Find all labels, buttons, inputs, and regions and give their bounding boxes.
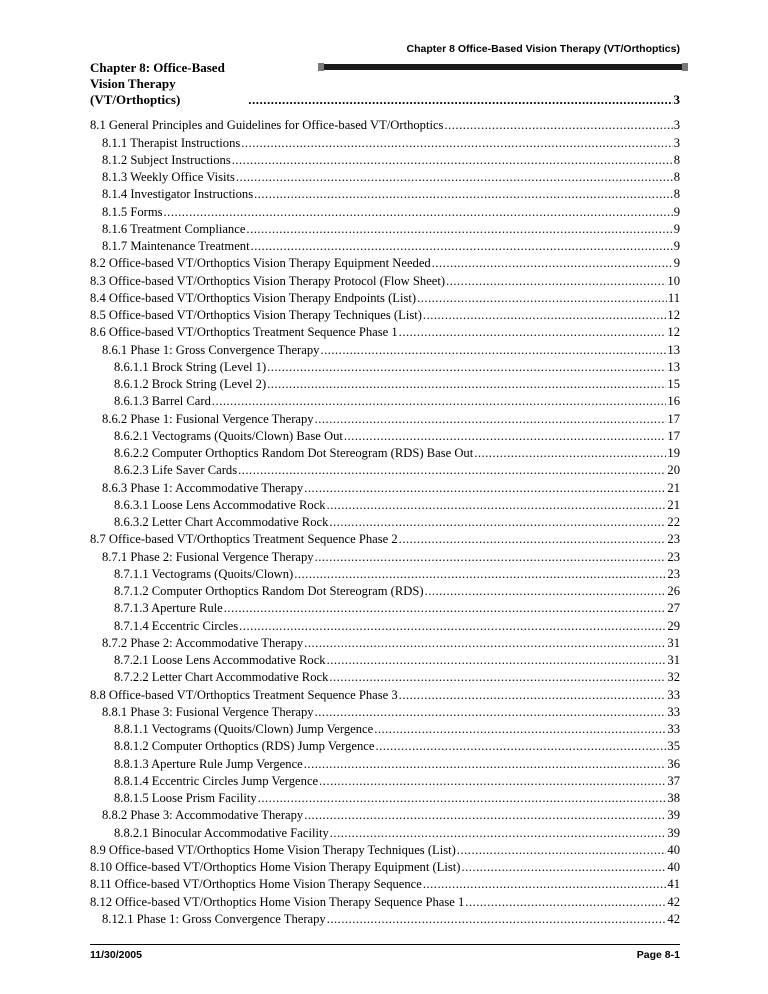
toc-leader-dots xyxy=(423,308,666,323)
toc-entry-page: 42 xyxy=(667,894,680,909)
toc-entry[interactable] xyxy=(90,202,680,219)
toc-leader-dots xyxy=(329,515,666,530)
toc-entry-text: 8.8.1.5 Loose Prism Facility xyxy=(114,791,257,805)
toc-entry[interactable] xyxy=(90,651,680,668)
toc-entry-text: 8.1.4 Investigator Instructions xyxy=(102,187,254,202)
toc-entry-page: 40 xyxy=(667,860,680,874)
toc-entry[interactable] xyxy=(90,789,680,806)
toc-entry[interactable] xyxy=(90,409,680,426)
toc-entry-page: 21 xyxy=(667,480,680,495)
toc-leader-dots xyxy=(294,567,666,582)
toc-entry-text: 8.7.1.3 Aperture Rule xyxy=(114,601,223,616)
toc-leader-dots xyxy=(375,739,666,754)
toc-entry-page: 9 xyxy=(673,204,680,219)
toc-entry-page: 33 xyxy=(667,722,680,736)
toc-entry-text: 8.1.7 Maintenance Treatment xyxy=(102,239,250,253)
toc-leader-dots xyxy=(304,808,666,823)
toc-entry-page: 8 xyxy=(673,170,680,184)
toc-chapter-title-text: Chapter 8: Office-Based Vision Therapy (VT/Orthoptics) xyxy=(90,60,225,107)
toc-entries xyxy=(90,116,680,927)
toc-entry-text: 8.8.1.4 Eccentric Circles Jump Vergence xyxy=(114,773,319,788)
toc-entry-text: 8.7.1 Phase 2: Fusional Vergence Therapy xyxy=(102,549,314,564)
toc-entry-page: 27 xyxy=(667,601,680,616)
toc-entry-page: 22 xyxy=(667,515,680,529)
page-footer xyxy=(90,944,680,961)
toc-entry-text: 8.10 Office-based VT/Orthoptics Home Vision Therapy Equipment (List) xyxy=(90,860,461,874)
toc-entry-text: 8.6.1.3 Barrel Card xyxy=(114,394,211,409)
toc-entry-text: 8.7.2.2 Letter Chart Accommodative Rock xyxy=(114,670,329,685)
toc-leader-dots xyxy=(304,481,666,496)
toc-entry-text: 8.2 Office-based VT/Orthoptics Vision Therapy Equipment Needed xyxy=(90,256,431,271)
toc-entry-page: 8 xyxy=(673,187,680,202)
toc-entry[interactable] xyxy=(90,910,680,927)
toc-entry-page: 10 xyxy=(667,273,680,288)
toc-entry[interactable] xyxy=(90,358,680,375)
toc-leader-dots xyxy=(164,205,673,220)
toc-entry-page: 8 xyxy=(673,152,680,167)
toc-leader-dots xyxy=(399,688,667,703)
toc-entry-text: 8.6.3.1 Loose Lens Accommodative Rock xyxy=(114,497,326,512)
toc-entry-text: 8.12 Office-based VT/Orthoptics Home Vision Therapy Sequence Phase 1 xyxy=(90,894,465,909)
toc-leader-dots xyxy=(399,325,667,340)
toc-entry-page: 31 xyxy=(667,635,680,650)
toc-entry-text: 8.8.2 Phase 3: Accommodative Therapy xyxy=(102,808,304,823)
toc-entry-text: 8.8.1.2 Computer Orthoptics (RDS) Jump Vergence xyxy=(114,739,375,754)
toc-leader-dots xyxy=(236,170,673,185)
toc-leader-dots xyxy=(232,153,673,168)
toc-entry-text: 8.9 Office-based VT/Orthoptics Home Vision Therapy Techniques (List) xyxy=(90,842,456,857)
toc-entry-text: 8.11 Office-based VT/Orthoptics Home Vision Therapy Sequence xyxy=(90,877,422,892)
toc-entry-text: 8.6.2.3 Life Saver Cards xyxy=(114,463,238,478)
toc-leader-dots xyxy=(246,222,672,237)
toc-entry-page: 26 xyxy=(667,584,680,598)
toc-entry[interactable] xyxy=(90,151,680,168)
toc-entry[interactable] xyxy=(90,806,680,823)
toc-entry-text: 8.7.2.1 Loose Lens Accommodative Rock xyxy=(114,653,326,667)
toc-entry-page: 32 xyxy=(667,670,680,685)
toc-entry-text: 8.7.1.4 Eccentric Circles xyxy=(114,618,239,633)
toc-leader-dots xyxy=(327,912,667,927)
toc-entry[interactable] xyxy=(90,237,680,254)
toc-entry-page: 12 xyxy=(667,308,680,322)
toc-leader-dots xyxy=(319,774,666,789)
toc-entry-text: 8.6.1.1 Brock String (Level 1) xyxy=(114,359,267,374)
toc-entry-text: 8.8.1.1 Vectograms (Quoits/Clown) Jump Vergence xyxy=(114,722,374,736)
toc-entry[interactable] xyxy=(90,444,680,461)
toc-entry-page: 3 xyxy=(673,118,680,133)
toc-entry[interactable] xyxy=(90,547,680,564)
toc-entry-text: 8.1.6 Treatment Compliance xyxy=(102,221,246,236)
toc-entry-page: 16 xyxy=(667,394,680,409)
toc-leader-dots xyxy=(241,136,672,151)
toc-entry[interactable] xyxy=(90,461,680,478)
toc-entry-page: 36 xyxy=(667,756,680,771)
toc-entry[interactable] xyxy=(90,271,680,288)
toc-entry-text: 8.6.2.2 Computer Orthoptics Random Dot Stereogram (RDS) Base Out xyxy=(114,446,474,460)
toc-entry-page: 9 xyxy=(673,256,680,271)
toc-leader-dots xyxy=(304,757,667,772)
toc-entry[interactable] xyxy=(90,565,680,582)
toc-entry[interactable] xyxy=(90,858,680,875)
toc-entry-text: 8.6.1.2 Brock String (Level 2) xyxy=(114,377,267,391)
toc-leader-dots xyxy=(258,791,667,806)
footer-page-number: Page 8-1 xyxy=(636,949,680,961)
toc-leader-dots xyxy=(432,256,673,271)
toc-entry[interactable] xyxy=(90,133,680,150)
toc-entry[interactable] xyxy=(90,323,680,340)
toc-entry-text: 8.1 General Principles and Guidelines for Office-based VT/Orthoptics xyxy=(90,118,444,133)
toc-entry[interactable] xyxy=(90,841,680,858)
toc-entry[interactable] xyxy=(90,116,680,133)
toc-leader-dots xyxy=(474,446,666,461)
toc-entry-page: 17 xyxy=(667,428,680,443)
toc-entry-page: 33 xyxy=(667,687,680,702)
toc-entry[interactable] xyxy=(90,375,680,392)
toc-entry-text: 8.1.3 Weekly Office Visits xyxy=(102,170,235,184)
toc-entry-page: 40 xyxy=(667,842,680,857)
toc-entry[interactable] xyxy=(90,496,680,513)
toc-entry-page: 23 xyxy=(667,549,680,564)
toc-leader-dots xyxy=(248,92,672,108)
toc-leader-dots xyxy=(238,463,666,478)
toc-entry-text: 8.1.2 Subject Instructions xyxy=(102,152,231,167)
toc-leader-dots xyxy=(327,653,667,668)
toc-leader-dots xyxy=(444,118,672,133)
toc-leader-dots xyxy=(304,636,666,651)
toc-entry-page: 39 xyxy=(667,825,680,840)
toc-leader-dots xyxy=(315,550,667,565)
toc-leader-dots xyxy=(267,377,666,392)
toc-entry-page: 13 xyxy=(667,359,680,374)
toc-entry[interactable] xyxy=(90,427,680,444)
toc-entry[interactable] xyxy=(90,340,680,357)
toc-leader-dots xyxy=(251,239,673,254)
toc-entry[interactable] xyxy=(90,737,680,754)
toc-entry-page: 31 xyxy=(667,653,680,667)
toc-leader-dots xyxy=(267,360,666,375)
toc-entry-page: 15 xyxy=(667,377,680,391)
toc-entry-text: 8.12.1 Phase 1: Gross Convergence Therapy xyxy=(102,911,326,926)
toc-chapter-title-page: 3 xyxy=(673,92,680,107)
toc-entry-text: 8.6.2 Phase 1: Fusional Vergence Therapy xyxy=(102,411,314,426)
toc-entry-page: 11 xyxy=(667,290,680,305)
toc-entry-text: 8.5 Office-based VT/Orthoptics Vision Therapy Techniques (List) xyxy=(90,308,422,322)
toc-entry-text: 8.8 Office-based VT/Orthoptics Treatment Sequence Phase 3 xyxy=(90,687,398,702)
toc-entry[interactable] xyxy=(90,392,680,409)
toc-leader-dots xyxy=(327,498,667,513)
toc-leader-dots xyxy=(315,705,667,720)
toc-entry[interactable] xyxy=(90,478,680,495)
toc-leader-dots xyxy=(446,274,666,289)
toc-entry-text: 8.6.3.2 Letter Chart Accommodative Rock xyxy=(114,515,329,529)
toc-entry[interactable] xyxy=(90,720,680,737)
toc-leader-dots xyxy=(329,670,666,685)
toc-leader-dots xyxy=(254,187,673,202)
toc-entry[interactable] xyxy=(90,582,680,599)
toc-entry-page: 23 xyxy=(667,532,680,547)
toc-entry-page: 20 xyxy=(667,463,680,478)
toc-entry-page: 41 xyxy=(667,877,680,892)
toc-leader-dots xyxy=(212,394,667,409)
toc-leader-dots xyxy=(315,412,667,427)
toc-entry-page: 13 xyxy=(667,342,680,357)
toc-entry-text: 8.3 Office-based VT/Orthoptics Vision Therapy Protocol (Flow Sheet) xyxy=(90,273,446,288)
toc-entry[interactable] xyxy=(90,823,680,840)
toc-leader-dots xyxy=(465,895,666,910)
toc-leader-dots xyxy=(374,722,666,737)
toc-entry-text: 8.8.1.3 Aperture Rule Jump Vergence xyxy=(114,756,303,771)
toc-entry-page: 9 xyxy=(673,239,680,253)
toc-leader-dots xyxy=(461,860,666,875)
toc-entry[interactable] xyxy=(90,513,680,530)
toc-entry-text: 8.7.2 Phase 2: Accommodative Therapy xyxy=(102,635,304,650)
toc-entry[interactable] xyxy=(90,306,680,323)
toc-entry-page: 38 xyxy=(667,791,680,805)
toc-entry-page: 12 xyxy=(667,325,680,340)
toc-entry-text: 8.1.1 Therapist Instructions xyxy=(102,135,241,150)
toc-entry-page: 23 xyxy=(667,566,680,581)
toc-entry-text: 8.7.1.2 Computer Orthoptics Random Dot Stereogram (RDS) xyxy=(114,584,424,598)
toc-entry-text: 8.1.5 Forms xyxy=(102,204,163,219)
toc-leader-dots xyxy=(457,843,667,858)
toc-entry[interactable] xyxy=(90,616,680,633)
toc-entry[interactable] xyxy=(90,599,680,616)
toc-entry-text: 8.6 Office-based VT/Orthoptics Treatment Sequence Phase 1 xyxy=(90,325,398,340)
toc-entry-page: 29 xyxy=(667,618,680,633)
toc-entry[interactable] xyxy=(90,634,680,651)
toc-entry-text: 8.6.3 Phase 1: Accommodative Therapy xyxy=(102,480,304,495)
toc-entry-text: 8.8.1 Phase 3: Fusional Vergence Therapy xyxy=(102,704,314,719)
toc-entry-text: 8.7 Office-based VT/Orthoptics Treatment Sequence Phase 2 xyxy=(90,532,398,547)
table-of-contents xyxy=(90,60,680,927)
toc-leader-dots xyxy=(425,584,667,599)
toc-leader-dots xyxy=(423,877,667,892)
toc-leader-dots xyxy=(417,291,667,306)
toc-entry-page: 35 xyxy=(667,739,680,754)
toc-entry[interactable] xyxy=(90,875,680,892)
toc-entry[interactable] xyxy=(90,220,680,237)
toc-entry-page: 42 xyxy=(667,911,680,926)
toc-leader-dots xyxy=(224,601,667,616)
toc-leader-dots xyxy=(320,343,666,358)
toc-entry[interactable] xyxy=(90,254,680,271)
toc-entry-page: 3 xyxy=(673,135,680,150)
toc-entry-page: 21 xyxy=(667,497,680,512)
toc-leader-dots xyxy=(399,532,667,547)
toc-entry-text: 8.6.1 Phase 1: Gross Convergence Therapy xyxy=(102,342,320,357)
footer-date: 11/30/2005 xyxy=(90,949,142,961)
header-rule xyxy=(318,64,688,70)
toc-entry[interactable] xyxy=(90,668,680,685)
toc-entry-text: 8.4 Office-based VT/Orthoptics Vision Therapy Endpoints (List) xyxy=(90,290,417,305)
toc-entry-text: 8.7.1.1 Vectograms (Quoits/Clown) xyxy=(114,566,294,581)
running-header: Chapter 8 Office-Based Vision Therapy (VT/Orthoptics) xyxy=(406,43,680,55)
toc-entry-page: 9 xyxy=(673,221,680,236)
toc-entry-page: 37 xyxy=(667,773,680,788)
toc-entry[interactable] xyxy=(90,754,680,771)
toc-entry-text: 8.8.2.1 Binocular Accommodative Facility xyxy=(114,825,329,840)
toc-entry[interactable] xyxy=(90,892,680,909)
toc-entry[interactable] xyxy=(90,168,680,185)
toc-entry[interactable] xyxy=(90,772,680,789)
toc-entry[interactable] xyxy=(90,185,680,202)
toc-leader-dots xyxy=(239,619,666,634)
toc-entry-page: 33 xyxy=(667,704,680,719)
toc-entry[interactable] xyxy=(90,530,680,547)
toc-entry-page: 39 xyxy=(667,808,680,823)
toc-chapter-title[interactable] xyxy=(90,60,680,108)
toc-entry-page: 17 xyxy=(667,411,680,426)
toc-leader-dots xyxy=(344,429,667,444)
toc-entry[interactable] xyxy=(90,703,680,720)
toc-leader-dots xyxy=(330,826,667,841)
toc-entry-page: 19 xyxy=(667,446,680,460)
toc-entry[interactable] xyxy=(90,685,680,702)
toc-entry[interactable] xyxy=(90,289,680,306)
toc-entry-text: 8.6.2.1 Vectograms (Quoits/Clown) Base Out xyxy=(114,428,343,443)
